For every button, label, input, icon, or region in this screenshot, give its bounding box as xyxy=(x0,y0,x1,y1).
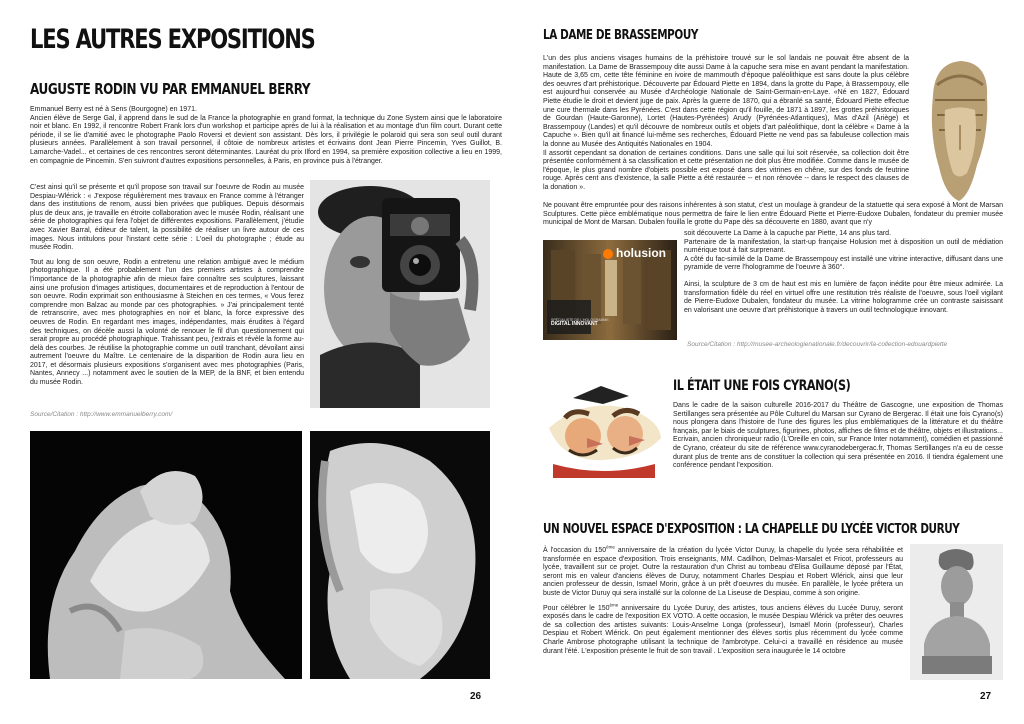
embrace-sculpture-image xyxy=(310,431,490,679)
holusion-logo-icon xyxy=(603,249,613,259)
duruy-p1-sup: ème xyxy=(606,544,615,550)
duruy-p2 xyxy=(543,602,903,657)
duruy-body xyxy=(543,544,903,662)
right-page xyxy=(512,0,1024,724)
duruy-p2-sup: ème xyxy=(609,602,619,608)
cyrano-body xyxy=(673,402,1003,477)
rodin-body-p1: C'est ainsi qu'il se présente et qu'il propose son travail sur l'oeuvre de Rodin au musée Despiau-Wlérick : « J'expose régulièrement mes travaux en France comme à l'étranger dans des institutions de renom, aussi bien privées que publiques. Depuis désormais plus de deux ans, je travaille en étroite collaboration avec le musée Rodin, réalisant une série de photographies qui fera l'objet de différentes expositions. Parallèlement, j'étudie avec Xavier Barral, éditeur de talent, la possibilité de réaliser un livre autour de ces images. Nous intitulons pour l'instant cette série : L'oeil du photographe ; étude au musée Rodin. xyxy=(30,184,304,252)
photographer-portrait-drawing xyxy=(310,180,490,408)
brassempouy-p6: Ainsi, la sculpture de 3 cm de haut est mis en lumière de façon inédite pour être mieux admirée. La transformation fidèle du réel en virtuel offre une restitution très réaliste de l'oeuvre, sous l'oeil vigilant de Pierre-Eudoxe Dubalen, fondateur du musée. La vitrine hologramme crée un contraste saisissant en valorisant une oeuvre d'art préhistorique à travers un outil technologique innovant. xyxy=(684,280,1003,314)
duruy-heading: UN NOUVEL ESPACE D'EXPOSITION : LA CHAPELLE DU LYCÉE VICTOR DURUY xyxy=(543,522,960,537)
cyrano-drawing xyxy=(543,378,665,486)
duruy-p2-start: Pour célébrer le 150 xyxy=(543,604,610,612)
brassempouy-p3: Ne pouvant être empruntée pour des raisons inhérentes à son statut, c'est un moulage à grandeur de la statuette qui sera exposé à Mont de Marsan Sculptures. Cette pièce emblématique nous permettra de faire le lien entre Édouard Piette et Pierre-Eudoxe Dubalen, fondateur du premier musée municipal de Mont de Marsan. Dubalen fouilla le grotte du Pape dès sa découverte en 1880, avant que n'y xyxy=(543,202,1003,227)
brassempouy-p1: L'un des plus anciens visages humains de la préhistoire trouvé sur le sol landais ne pouvait être absent de la manifestation. La Dame de Brassempouy dite aussi Dame à la capuche sera mise en avant pendant la manifestation. Haute de 3,65 cm, cette tête féminine en ivoire de mammouth d'époque paléolithique est sans doute la plus célèbre des oeuvres d'art préhistorique. Découverte par Édouard Piette en 1894, dans la grotte du Pape, à Brassempouy, elle est aujourd'hui conservée au Musée d'Archéologie Nationale de Saint-Germain-en-Laye. «Né en 1827, Édouard Piette étudie le droit et devient juge de paix. Après la guerre de 1870, qui a ébranlé sa santé, Édouard Piette effectue une cure thermale dans les Pyrénées. C'est dans cette région qu'il fouille, de 1871 à 1897, les grottes préhistoriques de Gourdan (Haute-Garonne), Lortet (Hautes-Pyrénées) Arudy (Pyrénées-Atlantiques), Mas d'Azil (Ariège) et Brassempouy (Landes) et qu'il découvre de nombreux outils et objets d'art paléolithique, dont la célèbre « Dame à la Capuche ». Bien qu'il ait financé lui-même ses recherches, Édouard Piette ne vend pas sa fabuleuse collection mais la donne au Musée des Antiquités Nationales en 1904. xyxy=(543,55,909,148)
rodin-heading: AUGUSTE RODIN VU PAR EMMANUEL BERRY xyxy=(30,80,311,98)
brassempouy-body-middle xyxy=(543,202,1003,228)
bust-sculpture-image xyxy=(910,544,1003,680)
cyrano-text: Dans le cadre de la saison culturelle 2016-2017 du Théâtre de Gascogne, une exposition de Thomas Sertillanges sera présentée au Pôle Culturel du Marsan sur Cyrano de Bergerac. Il était une fois Cyrano(s) nous plongera dans l'histoire de l'une des figures les plus emblématiques de la littérature et du théâtre français, par le biais de sculptures, figurines, photos, affiches de films et de théâtre, objets et illustrations... Ecrivain, ancien chroniqueur radio (L'Oreille en coin, sur France Inter notamment), comédien et passionné de Cyrano, créateur du site de référence www.cyranodebergerac.fr, Thomas Sertillanges n'a eu de cesse durant plus de trente ans de constituer la collection qui sera présentée en 2016. Il tiendra également une conférence pendant l'exposition. xyxy=(673,402,1003,470)
cyrano-heading: IL ÉTAIT UNE FOIS CYRANO(S) xyxy=(673,378,851,394)
kiss-sculpture-drawing xyxy=(30,431,302,679)
rodin-bio: Ancien élève de Serge Gal, il apprend dans le sud de la France la photographie en grand format, la technique du Zone System ainsi que le laboratoire noir et blanc. En 1992, il rencontre Robert Frank lors d'un workshop et participe après de lui à la réalisation et au montage d'un film court. Durant cette période, il se lie d'amitié avec le photographe Paolo Roversi et devient son assistant. Dès lors, il privilégie le polaroid qui sera son seul outil durant plusieurs années. Parallèlement à son travail personnel, il côtoie de nombreux artistes et écrivains dont Jean Pierre Pincemin, Yves Guillot, B. Lamarche-Vadel... et certaines de ces rencontres seront déterminantes. Lauréat du prix Ilford en 1994, sa première exposition collective a lieu en 1999, en compagnie de Pincemin. S'en suivront d'autres expositions personnelles, à Paris, en province puis à l'étranger. xyxy=(30,114,502,165)
holusion-image xyxy=(543,240,677,340)
rodin-intro xyxy=(30,106,502,172)
page-title: LES AUTRES EXPOSITIONS xyxy=(30,24,315,55)
holusion-tagline xyxy=(551,318,609,326)
duruy-p1-start: À l'occasion du 150 xyxy=(543,547,607,554)
brassempouy-p5: A côté du fac-similé de la Dame de Brassempouy est installé une vitrine interactive, diffusant dans une pyramide de verre l'hologramme de l'oeuvre à 360°. xyxy=(684,255,1003,272)
brassempouy-body-right xyxy=(684,230,1003,315)
rodin-source: Source/Citation : http://www.emmanuelberry.com/ xyxy=(30,411,173,418)
page-number-right: 27 xyxy=(980,691,992,702)
duruy-p1 xyxy=(543,544,903,599)
holusion-logo: holusion xyxy=(616,246,666,260)
photographer-portrait-image xyxy=(310,180,490,408)
brassempouy-p4: Partenaire de la manifestation, la start-up française Holusion met à disposition un outil de médiation numérique tout à fait surprenant. xyxy=(684,238,1003,255)
cyrano-illustration-image xyxy=(543,378,665,486)
brassempouy-p3-end: soit découverte La Dame à la capuche par Piette, 14 ans plus tard. xyxy=(684,230,892,237)
duruy-p1-rest: anniversaire de la création du lycée Victor Duruy, la chapelle du lycée sera réhabilitée et transformée en espace d'exposition. Trois enseignants, MM. Cadilhon, Delmas-Marsalet et Fricot, professeurs au lycée, travaillent sur ce projet. Outre la restauration d'un Christ au tombeau d'Elisa Guillaume déposé par l'État, seront mis en valeur d'anciens élèves de Duruy, notamment Charles Despiau et Robert Wlérick, ainsi que leur ancien professeur de dessin, Ismael Morin, grâce à un prêt d'oeuvres du musée. En parallèle, le lycée prêtera un buste de Victor Duruy qui sera installé sur la colonne de La Liseuse de Despiau, comme à son origine. xyxy=(543,547,903,597)
brassempouy-heading: LA DAME DE BRASSEMPOUY xyxy=(543,28,698,43)
holusion-tagline-2: DIGITAL INNOVANT xyxy=(551,321,598,327)
brassempouy-p2: Il assortit cependant sa donation de certaines conditions. Dans une salle qui lui soit réservée, sa collection doit être présentée conformément à sa classification et cette présentation ne doit plus être modifiée. Comme dans le musée de l'époque, le plus grand nombre d'objets possible est exposé dans des vitrines en chêne, sur des fonds de feutrine rouge. Après cent ans d'existence, la salle Piette a été restaurée -- et non rénovée -- dans le respect des clauses de la donation ». xyxy=(543,149,909,191)
brassempouy-body-top xyxy=(543,55,909,193)
page-number-left: 26 xyxy=(470,691,482,702)
rodin-body-p2: Tout au long de son oeuvre, Rodin a entretenu une relation ambiguë avec le médium photographique. Il a été probablement l'un des premiers artistes à comprendre l'importance de la photographie afin de mieux faire connaître ses sculptures, laissant ainsi une profusion d'images artistiques, documentaires et de reproduction à l'entour de son oeuvre. Rodin exprimait son enthousiasme à Steichen en ces termes, « Vous ferez comprendre mon Balzac au monde par ces photographies. » J'ai principalement tenté de retranscrire, avec mes photographies en noir et blanc, la force expressive des oeuvres de Rodin. En regardant mes images, indépendantes, mais érudites à l'égard des techniques, on décèle aussi la volonté de renouer le fil d'un questionnement qui serait propre au procédé photographique. Trahissant peu, j'extrais et révèle la forme au-delà des courbes. Je réutilise la photographie comme un outil tranchant, dévoilant ainsi autrement l'oeuvre du Maître. Le centenaire de la disparition de Rodin aura lieu en 2017, et désormais plusieurs expositions s'organisent avec mes photographies (Paris, Nantes, Annecy ...) notamment avec le soutien de la MEP, de la BNF, et bien entendu du musée Rodin. xyxy=(30,258,304,387)
duruy-p2-rest: anniversaire du Lycée Duruy, des artistes, tous anciens élèves du Lucée Duruy, seront exposés dans le cadre de l'exposition EX VOTO. A cette occasion, le musée Despiau Wlérick va prêter des oeuvres de sa collection des artistes suivants: Louis-Anselme Longa (professeur), Ismaël Morin (professeur), Charles Despiau et Robert Wlérick. On peut également mentionner des élèves sortis plus récemment du lycée comme Charle Ambrose photographe utilisant la technique de l'ambrotype. Celui-ci a travaillé en résidence au musée durant l'été. L'exposition présente le fruit de son travail . L'exposition sera inaugurée le 14 octobre xyxy=(543,604,903,655)
rodin-intro-line: Emmanuel Berry est né à Sens (Bourgogne) en 1971. xyxy=(30,106,197,113)
bust-drawing xyxy=(910,544,1003,680)
kiss-sculpture-image xyxy=(30,431,302,679)
embrace-sculpture-drawing xyxy=(310,431,490,679)
holusion-tagline-1: SPÉCIALISTE DE L'HOLOGRAMME xyxy=(551,318,609,322)
figurine-drawing xyxy=(915,55,1003,203)
rodin-body xyxy=(30,184,304,394)
brassempouy-source: Source/Citation : http://musee-archeologienationale.fr/decouvrir/la-collection-edouardpiette xyxy=(687,341,948,348)
brassempouy-figurine-image xyxy=(915,55,1003,203)
